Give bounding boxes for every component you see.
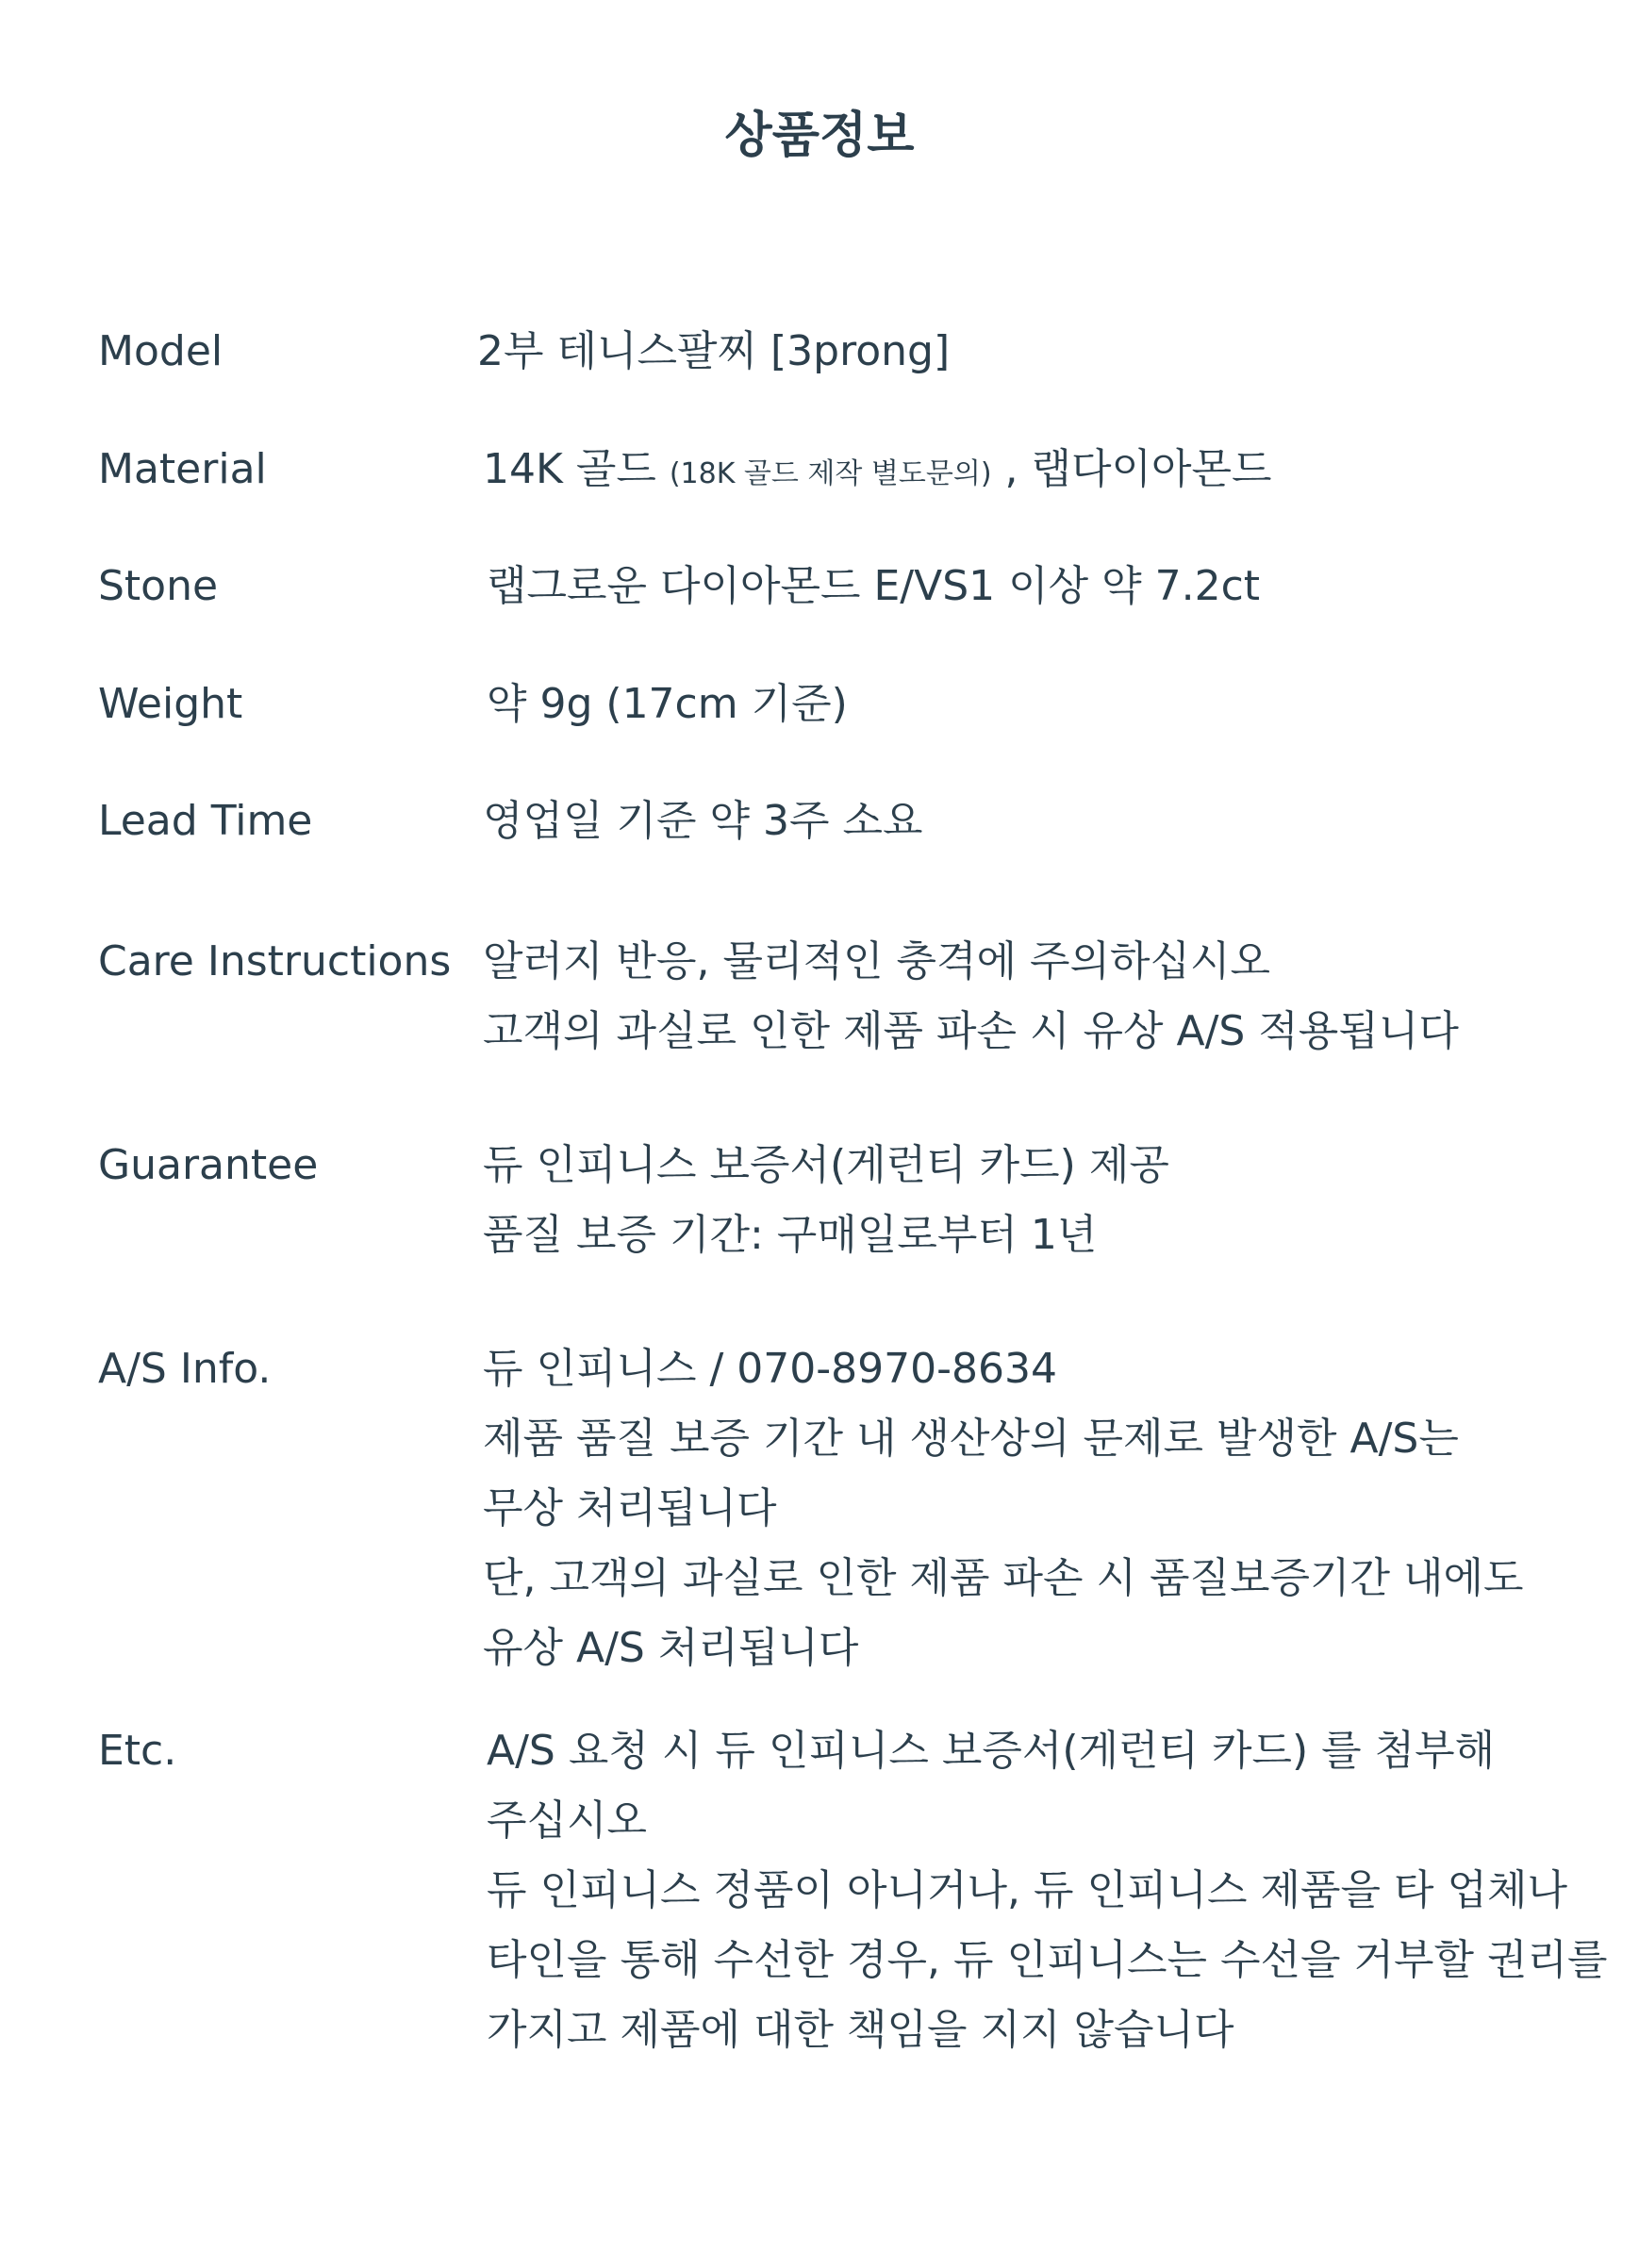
spec-line: 약 9g (17cm 기준) bbox=[487, 680, 848, 728]
material-tail: , 랩다이아몬드 bbox=[1004, 445, 1272, 493]
spec-label-guarantee: Guarantee bbox=[98, 1141, 319, 1189]
spec-label-weight: Weight bbox=[98, 680, 243, 728]
spec-label-material: Material bbox=[98, 445, 267, 493]
material-main: 14K 골드 bbox=[483, 445, 656, 493]
spec-value-etc bbox=[487, 1716, 1607, 2065]
spec-line: 듀 인피니스 / 070-8970-8634 bbox=[483, 1345, 1057, 1393]
spec-label-model: Model bbox=[98, 327, 224, 375]
spec-value-material bbox=[483, 435, 1272, 509]
spec-value-guarantee bbox=[483, 1131, 1169, 1270]
spec-label-etc: Etc. bbox=[98, 1727, 177, 1775]
spec-line: 랩그로운 다이아몬드 E/VS1 이상 약 7.2ct bbox=[487, 562, 1261, 610]
spec-line: 2부 테니스팔찌 [3prong] bbox=[477, 327, 951, 375]
spec-line: 품질 보증 기간: 구매일로부터 1년 bbox=[483, 1211, 1098, 1259]
spec-line: 영업일 기준 약 3주 소요 bbox=[483, 797, 923, 845]
spec-line: 듀 인피니스 정품이 아니거나, 듀 인피니스 제품을 타 업체나 bbox=[487, 1866, 1567, 1914]
spec-value-lead-time bbox=[483, 786, 922, 856]
spec-line: 유상 A/S 처리됩니다 bbox=[483, 1624, 859, 1672]
spec-line: 가지고 제품에 대한 책임을 지지 않습니다 bbox=[487, 2006, 1234, 2054]
material-note: (18K 골드 제작 별도문의) bbox=[669, 457, 992, 490]
spec-line: 고객의 과실로 인한 제품 파손 시 유상 A/S 적용됩니다 bbox=[483, 1007, 1459, 1055]
spec-line: A/S 요청 시 듀 인피니스 보증서(게런티 카드) 를 첨부해 bbox=[487, 1727, 1496, 1775]
spec-value-as-info bbox=[483, 1334, 1523, 1683]
spec-line: 단, 고객의 과실로 인한 제품 파손 시 품질보증기간 내에도 bbox=[483, 1554, 1524, 1602]
spec-line: 주십시오 bbox=[487, 1796, 648, 1845]
spec-value-care-instructions bbox=[483, 927, 1459, 1067]
page-title: 상품정보 bbox=[724, 108, 915, 164]
spec-line: 무상 처리됩니다 bbox=[483, 1484, 777, 1532]
spec-line: 듀 인피니스 보증서(게런티 카드) 제공 bbox=[483, 1141, 1169, 1189]
spec-label-stone: Stone bbox=[98, 562, 219, 610]
spec-line: 알러지 반응, 물리적인 충격에 주의하십시오 bbox=[483, 937, 1271, 985]
spec-label-care-instructions: Care Instructions bbox=[98, 937, 452, 985]
spec-line: 타인을 통해 수선한 경우, 듀 인피니스는 수선을 거부할 권리를 bbox=[487, 1936, 1608, 1984]
spec-value-weight bbox=[487, 670, 848, 739]
spec-label-as-info: A/S Info. bbox=[98, 1345, 272, 1393]
spec-value-model bbox=[477, 317, 950, 387]
spec-line: 제품 품질 보증 기간 내 생산상의 문제로 발생한 A/S는 bbox=[483, 1415, 1459, 1463]
spec-value-stone bbox=[487, 552, 1260, 621]
spec-label-lead-time: Lead Time bbox=[98, 797, 313, 845]
